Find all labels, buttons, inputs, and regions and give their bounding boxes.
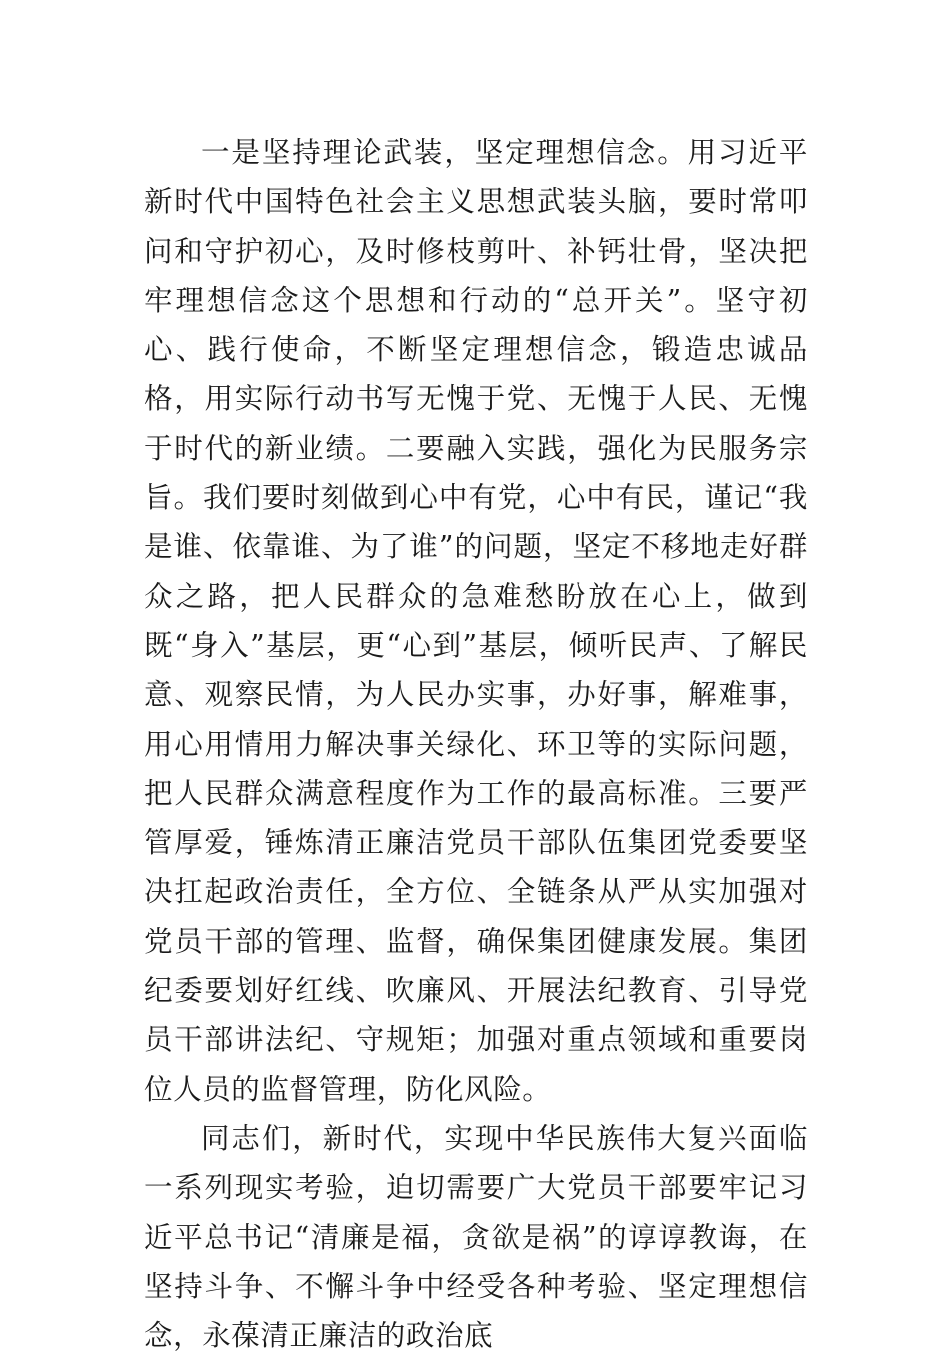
paragraph-2: 同志们，新时代，实现中华民族伟大复兴面临一系列现实考验，迫切需要广大党员干部要牢记习近平总书记“清廉是福，贪欲是祸”的谆谆教诲，在坚持斗争、不懈斗争中经受各种考验、坚定理想信念，永葆清正廉洁的政治底 <box>144 1121 808 1353</box>
document-body <box>144 128 808 1360</box>
paragraph-1: 一是坚持理论武装，坚定理想信念。用习近平新时代中国特色社会主义思想武装头脑，要时常叩问和守护初心，及时修枝剪叶、补钙壮骨，坚决把牢理想信念这个思想和行动的“总开关”。坚守初心、践行使命，不断坚定理想信念，锻造忠诚品格，用实际行动书写无愧于党、无愧于人民、无愧于时代的新业绩。二要融入实践，强化为民服务宗旨。我们要时刻做到心中有党，心中有民，谨记“我是谁、依靠谁、为了谁”的问题，坚定不移地走好群众之路，把人民群众的急难愁盼放在心上，做到既“身入”基层，更“心到”基层，倾听民声、了解民意、观察民情，为人民办实事，办好事，解难事，用心用情用力解决事关绿化、环卫等的实际问题，把人民群众满意程度作为工作的最高标准。三要严管厚爱，锤炼清正廉洁党员干部队伍集团党委要坚决扛起政治责任，全方位、全链条从严从实加强对党员干部的管理、监督，确保集团健康发展。集团纪委要划好红线、吹廉风、开展法纪教育、引导党员干部讲法纪、守规矩；加强对重点领域和重要岗位人员的监督管理，防化风险。 <box>144 136 808 1106</box>
